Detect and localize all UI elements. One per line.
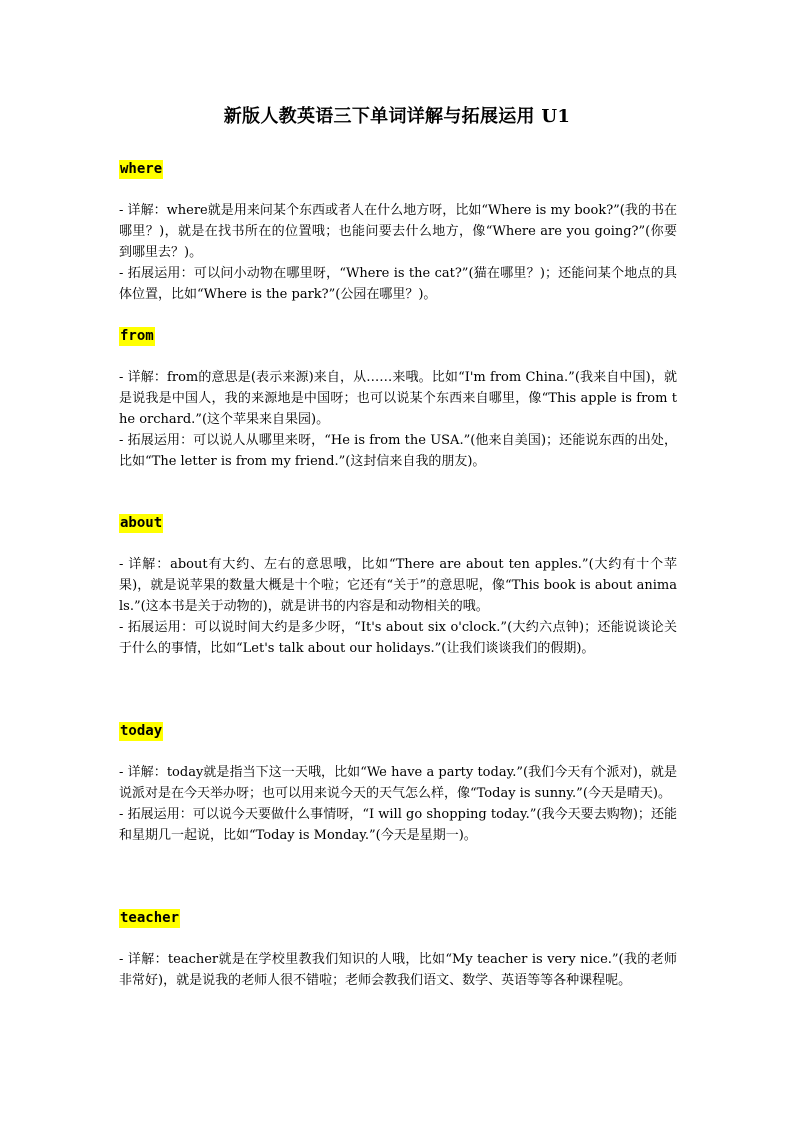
extension-paragraph: - 拓展运用：可以问小动物在哪里呀，“Where is the cat?”(猫在哪里？)；还能问某个地点的具体位置，比如“Where is the park?”(公园在哪里？)。 bbox=[119, 266, 677, 302]
vocab-word: where bbox=[120, 161, 163, 177]
vocab-word: about bbox=[120, 515, 163, 531]
explanation-paragraph: - 详解：from的意思是(表示来源)来自，从……来哦。比如“I'm from China.”(我来自中国)，就是说我是中国人，我的来源地是中国呀；也可以说某个东西来自哪里，像“This apple is from the orchard.”(这个苹果来自果园)。 bbox=[119, 370, 677, 427]
extension-paragraph: - 拓展运用：可以说人从哪里来呀，“He is from the USA.”(他来自美国)；还能说东西的出处，比如“The letter is from my friend.”(这封信来自我的朋友)。 bbox=[119, 433, 677, 469]
vocab-entry-where bbox=[119, 158, 677, 305]
spacer bbox=[119, 741, 677, 762]
document-title: 新版人教英语三下单词详解与拓展运用 U1 bbox=[223, 106, 571, 127]
vocab-entry-about bbox=[119, 512, 677, 659]
explanation-paragraph: - 详解：about有大约、左右的意思哦，比如“There are about ten apples.”(大约有十个苹果)，就是说苹果的数量大概是十个啦；它还有“关于”的意思呢，像“This book is about animals.”(这本书是关于动物的)，就是讲书的内容是和动物相关的哦。 bbox=[119, 557, 677, 614]
extension-paragraph: - 拓展运用：可以说时间大约是多少呀，“It's about six o'clock.”(大约六点钟)；还能说谈论关于什么的事情，比如“Let's talk about our holidays.”(让我们谈谈我们的假期)。 bbox=[119, 620, 677, 656]
spacer bbox=[119, 346, 677, 367]
vocab-entry-today bbox=[119, 720, 677, 846]
explanation-paragraph: - 详解：where就是用来问某个东西或者人在什么地方呀，比如“Where is my book?”(我的书在哪里？)，就是在找书所在的位置哦；也能问要去什么地方，像“Where are you going?”(你要到哪里去？)。 bbox=[119, 203, 677, 260]
vocab-word: today bbox=[120, 723, 163, 739]
extension-paragraph: - 拓展运用：可以说今天要做什么事情呀，“I will go shopping today.”(我今天要去购物)；还能和星期几一起说，比如“Today is Monday.”(今天是星期一)。 bbox=[119, 807, 677, 843]
spacer bbox=[119, 179, 677, 200]
explanation-paragraph: - 详解：today就是指当下这一天哦，比如“We have a party today.”(我们今天有个派对)，就是说派对是在今天举办呀；也可以用来说今天的天气怎么样，像“Today is sunny.”(今天是晴天)。 bbox=[119, 765, 677, 801]
spacer bbox=[119, 533, 677, 554]
vocab-word: from bbox=[120, 328, 154, 344]
vocab-entry-from bbox=[119, 325, 677, 472]
spacer bbox=[119, 928, 677, 949]
vocab-word: teacher bbox=[120, 910, 180, 926]
vocab-entry-teacher bbox=[119, 907, 677, 991]
explanation-paragraph: - 详解：teacher就是在学校里教我们知识的人哦，比如“My teacher is very nice.”(我的老师非常好)，就是说我的老师人很不错啦；老师会教我们语文、数学、英语等等各种课程呢。 bbox=[119, 952, 677, 988]
